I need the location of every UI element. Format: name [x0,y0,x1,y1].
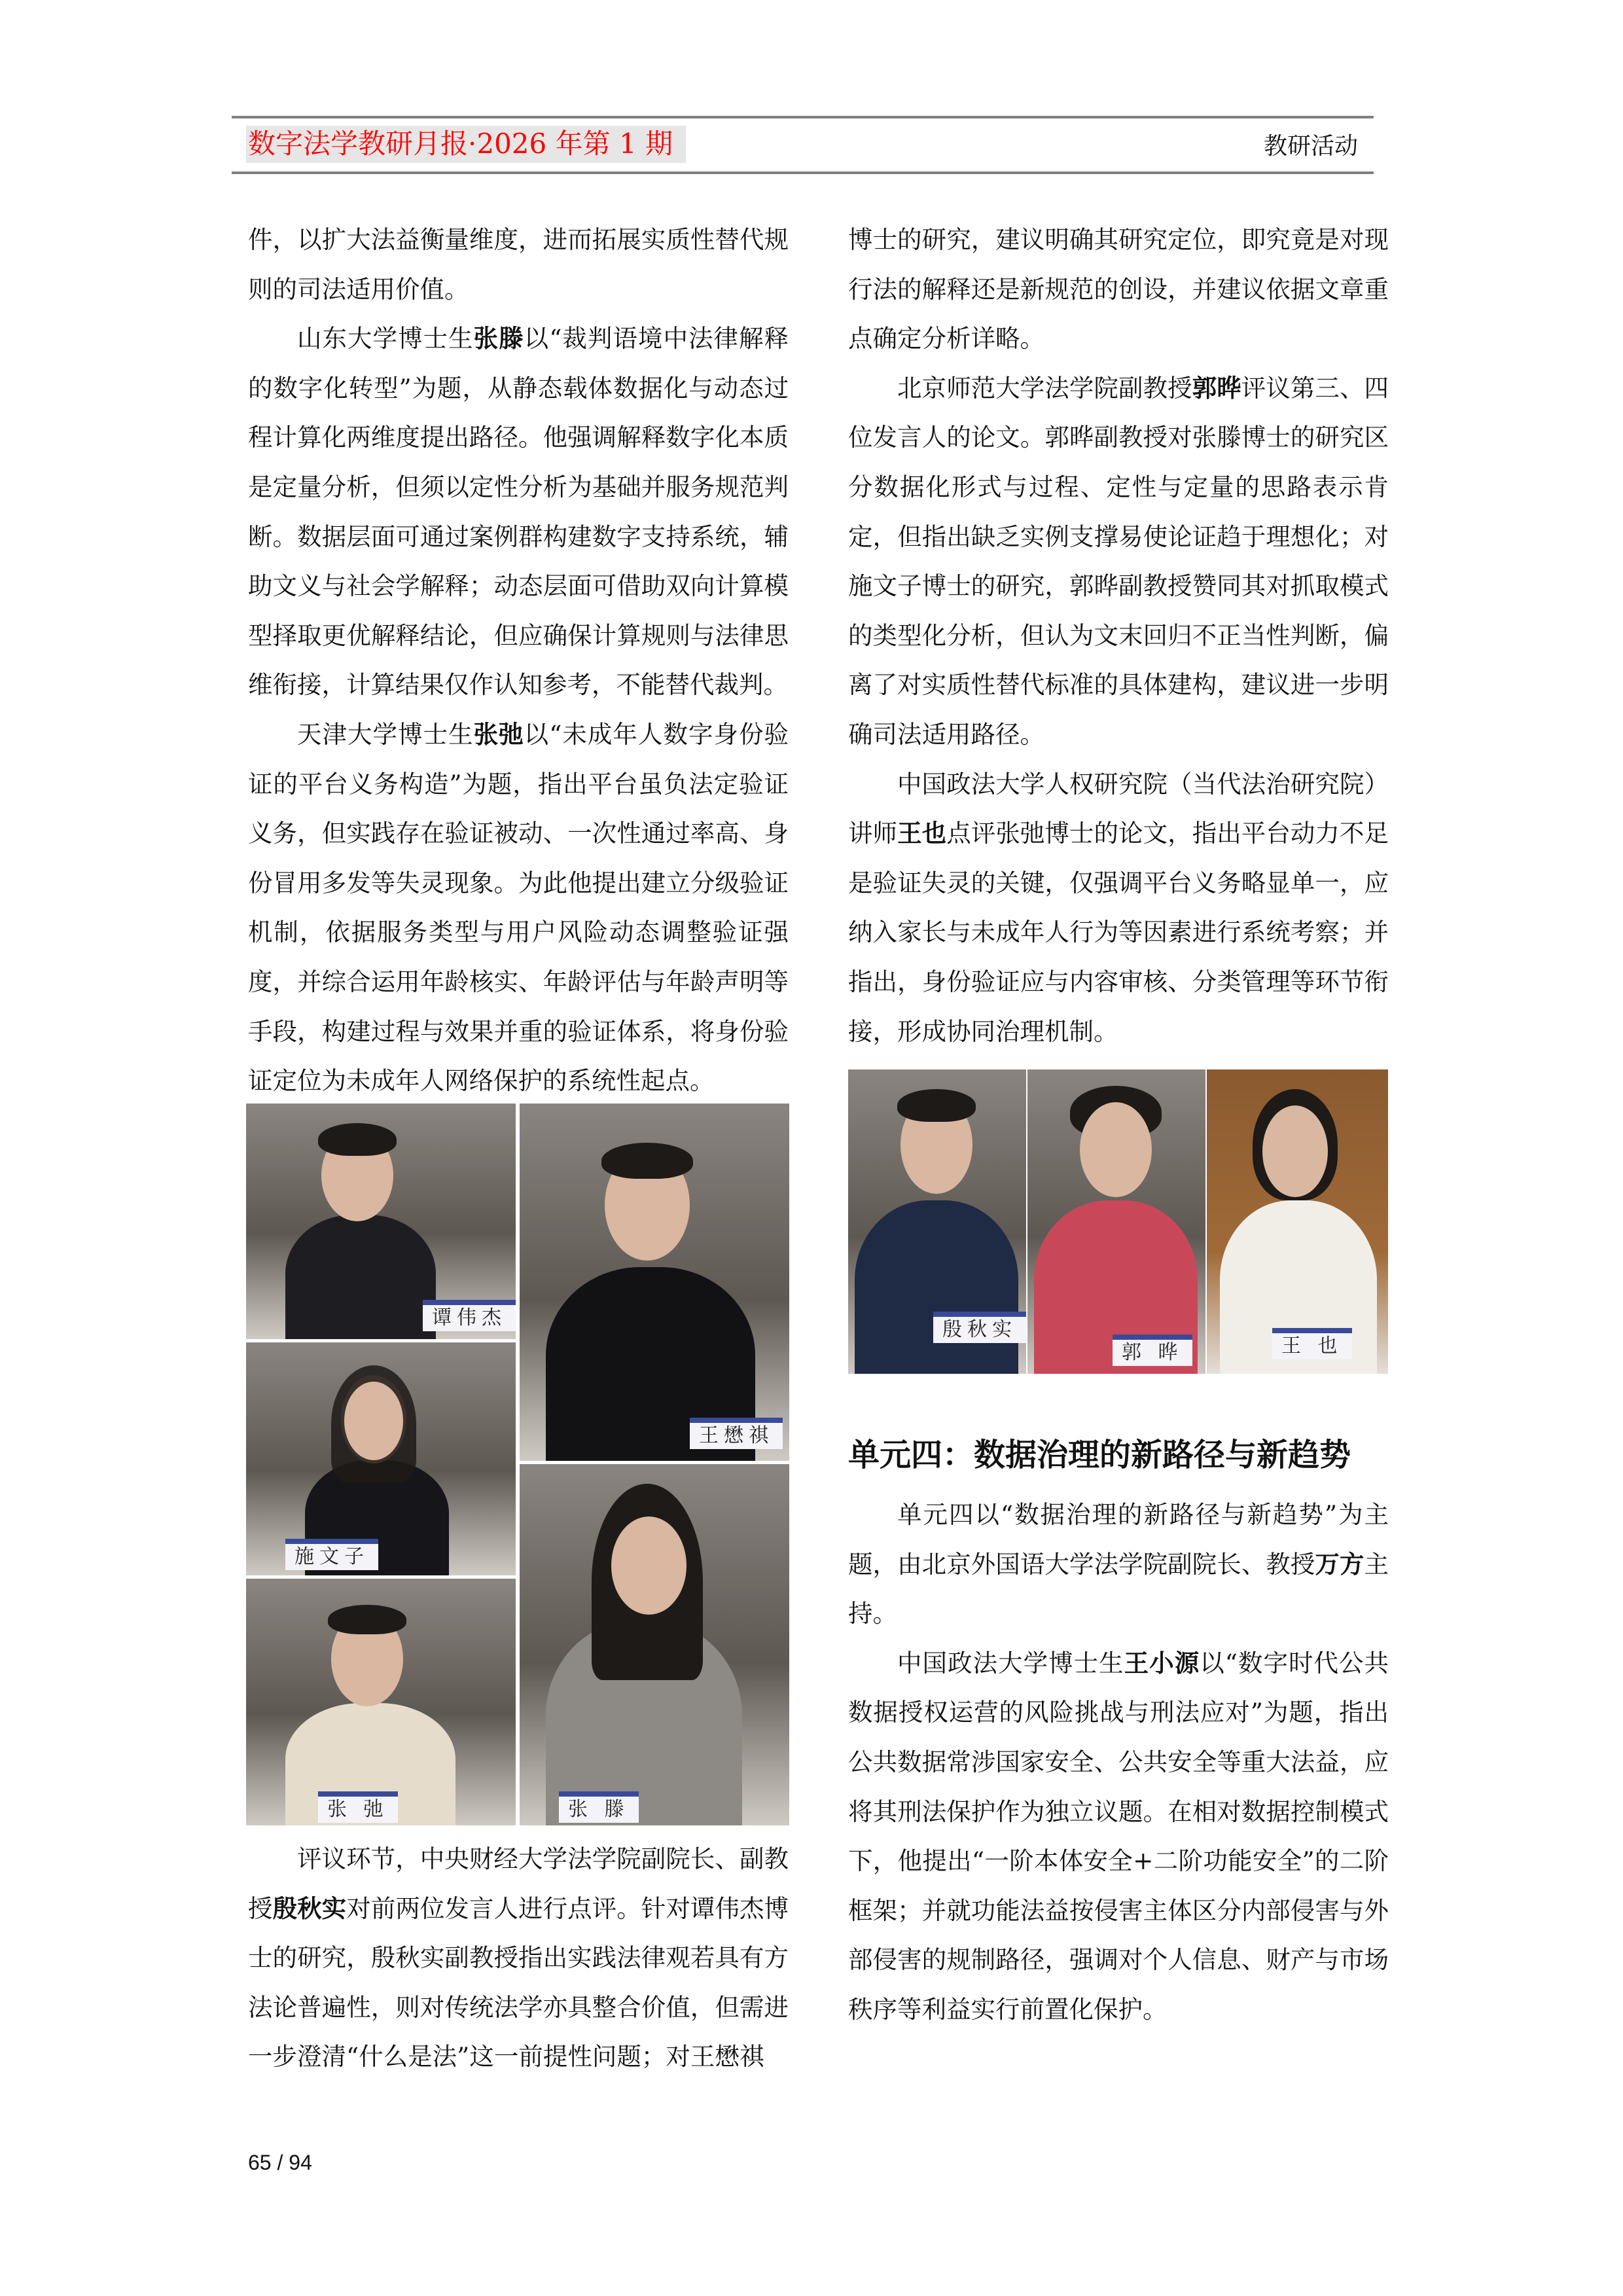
speaker-name: 张弛 [473,719,524,749]
photo-speaker-5 [246,1579,516,1825]
speaker-name: 张滕 [473,324,524,353]
text: 主持。 [848,1549,1389,1628]
text: 以“未成年人数字身份验证的平台义务构造”为题，指出平台虽负法定验证义务，但实践存在验证被动、一次性通过率高、身份冒用多发等失灵现象。为此他提出建立分级验证机制，依据服务类型与用户风险动态调整验证强度，并综合运用年龄核实、年龄评估与年龄声明等手段，构建过程与效果并重的验证体系，将身份验证定位为未成年人网络保护的系统性起点。 [248,719,789,1096]
text: 天津大学博士生 [297,719,474,749]
name-plate: 谭伟杰 [423,1300,516,1331]
paragraph [848,1639,1389,2035]
paragraph: 件，以扩大法益衡量维度，进而拓展实质性替代规则的司法适用价值。 [248,225,789,304]
photo-reviewer-2 [1027,1069,1205,1374]
right-column-text [848,215,1389,1056]
paragraph [248,1835,789,2082]
paragraph [248,314,789,710]
photo-reviewer-3 [1207,1069,1388,1374]
text: 评议环节，中央财经大学法学院副院长、副教授 [248,1844,789,1923]
paragraph [848,760,1389,1057]
text: 北京师范大学法学院副教授 [897,373,1192,403]
name-plate: 郭 晔 [1113,1335,1192,1366]
text: 山东大学博士生 [297,324,474,353]
paragraph: 博士的研究，建议明确其研究定位，即究竟是对现行法的解释还是新规范的创设，并建议依据文章重点确定分析详略。 [848,225,1389,353]
text: 点评张弛博士的论文，指出平台动力不足是验证失灵的关键，仅强调平台义务略显单一，应纳入家长与未成年人行为等因素进行系统考察；并指出，身份验证应与内容审核、分类管理等环节衔接，形成协同治理机制。 [848,819,1389,1046]
left-column-text [248,215,789,1106]
text: 以“裁判语境中法律解释的数字化转型”为题，从静态载体数据化与动态过程计算化两维度提出路径。他强调解释数字化本质是定量分析，但须以定性分析为基础并服务规范判断。数据层面可通过案例群构建数字支持系统，辅助文义与社会学解释；动态层面可借助双向计算模型择取更优解释结论，但应确保计算规则与法律思维衔接，计算结果仅作认知参考，不能替代裁判。 [248,324,789,700]
photo-speaker-4 [520,1464,789,1825]
photo-reviewer-1 [848,1069,1026,1374]
section-label: 教研活动 [1263,133,1358,160]
header-top-rule [232,116,1374,118]
paragraph [248,710,789,1106]
photo-speaker-2 [520,1103,789,1461]
section4-text [848,1490,1389,2035]
text: 以“数字时代公共数据授权运营的风险挑战与刑法应对”为题，指出公共数据常涉国家安全、公共安全等重大法益，应将其刑法保护作为独立议题。在相对数据控制模式下，他提出“一阶本体安全+二阶功能安全”的二阶框架；并就功能法益按侵害主体区分内部侵害与外部侵害的规制路径，强调对个人信息、财产与市场秩序等利益实行前置化保护。 [848,1648,1389,2024]
name-plate: 张 滕 [559,1791,639,1823]
name-plate: 殷秋实 [933,1312,1026,1343]
left-column-text-continued [248,1835,789,2082]
speaker-name: 王小源 [1124,1648,1200,1677]
photo-speaker-3 [246,1342,516,1575]
section-heading: 单元四：数据治理的新路径与新趋势 [848,1437,1351,1473]
text: 中国政法大学博士生 [897,1648,1124,1677]
name-plate: 施文子 [285,1539,378,1570]
name-plate: 王懋祺 [690,1418,783,1449]
text: 评议第三、四位发言人的论文。郭晔副教授对张滕博士的研究区分数据化形式与过程、定性与定量的思路表示肯定，但指出缺乏实例支撑易使论证趋于理想化；对施文子博士的研究，郭晔副教授赞同其对抓取模式的类型化分析，但认为文末回归不正当性判断，偏离了对实质性替代标准的具体建构，建议进一步明确司法适用路径。 [848,373,1389,749]
text: 对前两位发言人进行点评。针对谭伟杰博士的研究，殷秋实副教授指出实践法律观若具有方法论普遍性，则对传统法学亦具整合价值，但需进一步澄清“什么是法”这一前提性问题；对王懋祺 [248,1893,789,2072]
speaker-name: 殷秋实 [272,1893,347,1923]
text: 中国政法大学人权研究院（当代法治研究院）讲师 [848,769,1389,848]
paragraph [848,364,1389,760]
host-name: 万方 [1315,1549,1364,1579]
name-plate: 张 弛 [318,1791,398,1823]
name-plate: 王 也 [1272,1328,1352,1359]
text: 单元四以“数据治理的新路径与新趋势”为主题，由北京外国语大学法学院副院长、教授 [848,1500,1389,1579]
speaker-name: 王也 [897,819,947,848]
paragraph [848,1490,1389,1639]
page-number: 65 / 94 [248,2151,312,2174]
speaker-name: 郭晔 [1192,373,1241,403]
journal-title: 数字法学教研月报·2026 年第 1 期 [248,128,673,160]
photo-speaker-1 [246,1103,516,1339]
header-bottom-rule [232,171,1374,174]
